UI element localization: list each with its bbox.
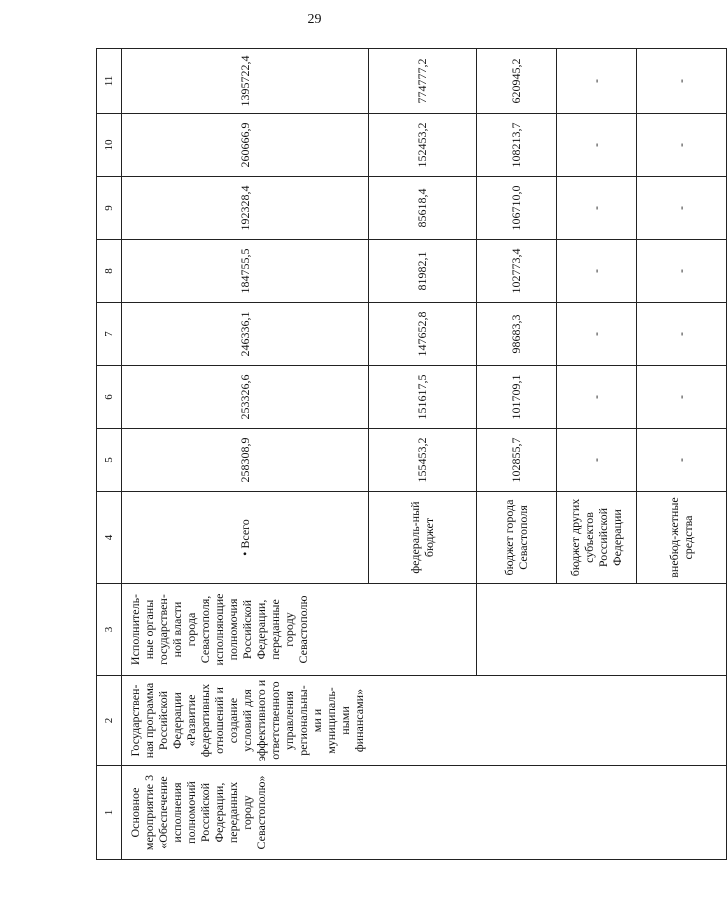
empty-cell — [636, 766, 726, 860]
value-cell: - — [556, 240, 636, 303]
executor-name: Исполнитель-ные органы государствен-ной власти города Севастополя, исполняющие полномочия Российской Федерации, переданные городу Севастополю — [122, 584, 369, 676]
value-cell: 246336,1 — [122, 303, 369, 366]
value-cell: - — [636, 366, 726, 429]
funding-source: бюджет города Севастополя — [476, 492, 556, 584]
header-row — [97, 49, 122, 860]
empty-cell — [556, 766, 636, 860]
value-cell: 774777,2 — [368, 49, 476, 114]
table-row — [122, 49, 369, 860]
value-cell: 106710,0 — [476, 177, 556, 240]
value-cell: 98683,3 — [476, 303, 556, 366]
table-row — [476, 49, 556, 860]
header-cell: 11 — [97, 49, 122, 114]
value-cell: 151617,5 — [368, 366, 476, 429]
rotated-table-wrapper — [96, 49, 695, 860]
budget-table — [96, 48, 727, 860]
empty-cell — [368, 584, 476, 676]
value-cell: 102773,4 — [476, 240, 556, 303]
value-cell: 260666,9 — [122, 114, 369, 177]
value-cell: - — [636, 49, 726, 114]
empty-cell — [476, 584, 556, 676]
value-cell: 620945,2 — [476, 49, 556, 114]
header-cell: 6 — [97, 366, 122, 429]
value-cell: 192328,4 — [122, 177, 369, 240]
empty-cell — [476, 676, 556, 766]
header-cell: 9 — [97, 177, 122, 240]
value-cell: - — [636, 303, 726, 366]
header-cell: 10 — [97, 114, 122, 177]
table-row — [636, 49, 726, 860]
value-cell: 253326,6 — [122, 366, 369, 429]
value-cell: - — [636, 429, 726, 492]
value-cell: 155453,2 — [368, 429, 476, 492]
header-cell: 5 — [97, 429, 122, 492]
funding-source: бюджет других субъектов Российской Федерации — [556, 492, 636, 584]
header-cell: 4 — [97, 492, 122, 584]
empty-cell — [636, 584, 726, 676]
value-cell: 152453,2 — [368, 114, 476, 177]
value-cell: 85618,4 — [368, 177, 476, 240]
measure-name: Основное мероприятие 3 «Обеспечение исполнения полномочий Российской Федерации, переданных городу Севастополю» — [122, 766, 369, 860]
table-row — [368, 49, 476, 860]
empty-cell — [556, 584, 636, 676]
value-cell: - — [636, 177, 726, 240]
empty-cell — [368, 766, 476, 860]
value-cell: 1395722,4 — [122, 49, 369, 114]
value-cell: - — [636, 114, 726, 177]
value-cell: 184755,5 — [122, 240, 369, 303]
value-cell: - — [556, 177, 636, 240]
header-cell: 2 — [97, 676, 122, 766]
header-cell: 3 — [97, 584, 122, 676]
header-cell: 1 — [97, 766, 122, 860]
header-cell: 8 — [97, 240, 122, 303]
empty-cell — [368, 676, 476, 766]
funding-source: • Всего — [122, 492, 369, 584]
table-row — [556, 49, 636, 860]
value-cell: - — [556, 429, 636, 492]
value-cell: - — [556, 366, 636, 429]
page-number: 29 — [307, 12, 322, 27]
value-cell: 102855,7 — [476, 429, 556, 492]
value-cell: 147652,8 — [368, 303, 476, 366]
value-cell: - — [556, 114, 636, 177]
empty-cell — [476, 766, 556, 860]
empty-cell — [556, 676, 636, 766]
value-cell: 108213,7 — [476, 114, 556, 177]
funding-source: федераль-ный бюджет — [368, 492, 476, 584]
value-cell: 258308,9 — [122, 429, 369, 492]
value-cell: 101709,1 — [476, 366, 556, 429]
empty-cell — [636, 676, 726, 766]
value-cell: 81982,1 — [368, 240, 476, 303]
value-cell: - — [556, 303, 636, 366]
value-cell: - — [636, 240, 726, 303]
value-cell: - — [556, 49, 636, 114]
program-name: Государствен-ная программа Российской Федерации «Развитие федеративных отношений и создание условий для эффективного и ответственного управления региональны-ми и муниципаль-ными финансами» — [122, 676, 369, 766]
header-cell: 7 — [97, 303, 122, 366]
funding-source: внебюд-жетные средства — [636, 492, 726, 584]
